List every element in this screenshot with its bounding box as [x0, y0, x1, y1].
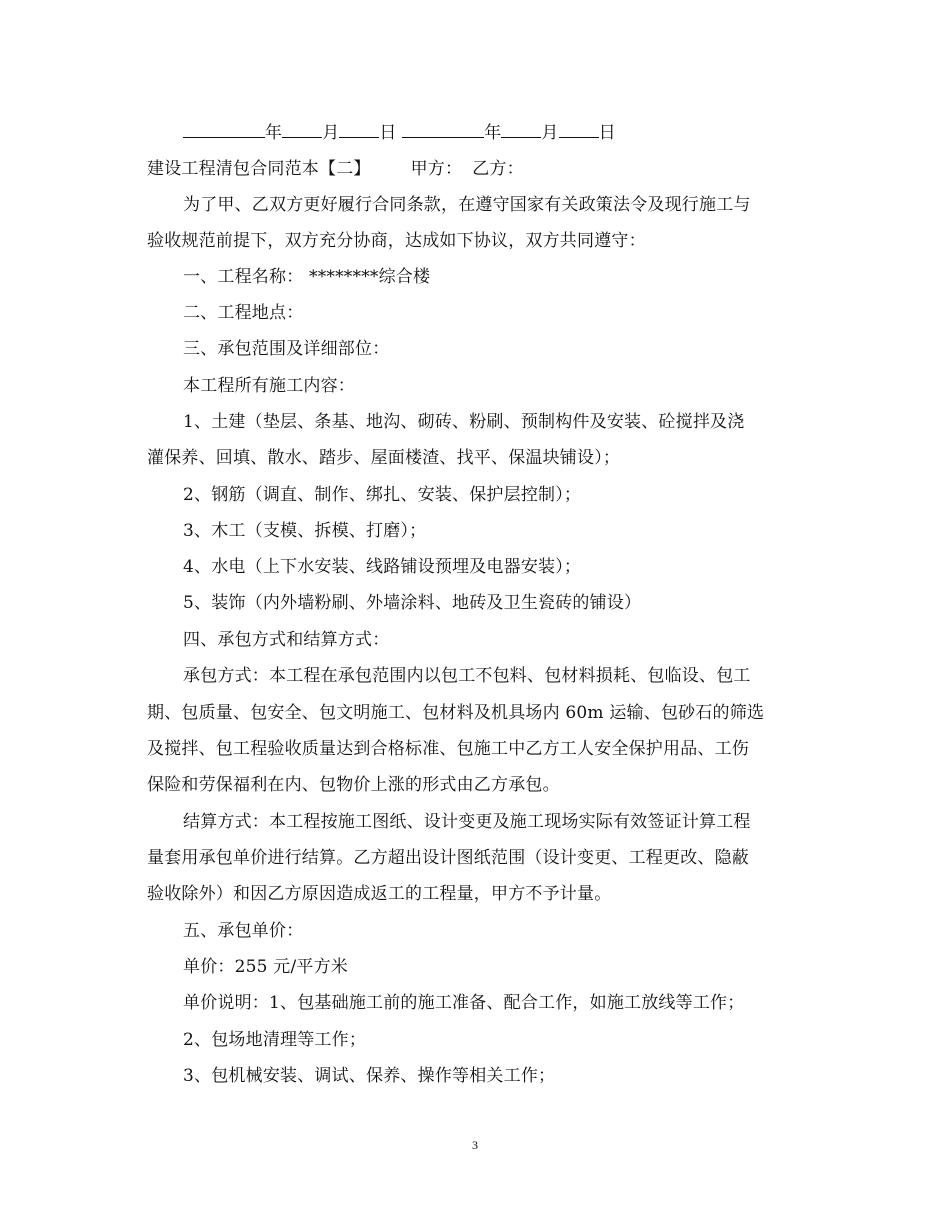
list-item: 1、土建（垫层、条基、地沟、砌砖、粉刷、预制构件及安装、砼搅拌及浇 — [183, 412, 745, 432]
date-blank — [501, 121, 541, 138]
paragraph-line: 为了甲、乙双方更好履行合同条款，在遵守国家有关政策法令及现行施工与 — [183, 195, 751, 215]
year-label: 年 — [484, 123, 502, 143]
year-label: 年 — [265, 123, 283, 143]
paragraph-line: 及搅拌、包工程验收质量达到合格标准、包施工中乙方工人安全保护用品、工伤 — [147, 739, 749, 759]
heading-line — [147, 158, 827, 180]
document-title: 建设工程清包合同范本【二】 — [147, 159, 371, 179]
date-blank — [183, 121, 265, 138]
paragraph-line: 承包方式：本工程在承包范围内以包工不包料、包材料损耗、包临设、包工 — [183, 666, 751, 686]
section-heading: 五、承包单价： — [183, 921, 304, 941]
list-item: 2、钢筋（调直、制作、绑扎、安装、保护层控制）； — [183, 485, 582, 505]
date-blank — [402, 121, 484, 138]
list-item: 3、木工（支模、拆模、打磨）； — [183, 521, 427, 541]
section-heading: 一、工程名称： ********综合楼 — [183, 267, 431, 287]
paragraph-line: 本工程所有施工内容： — [183, 376, 355, 396]
date-blank — [282, 121, 322, 138]
party-b-label: 乙方： — [472, 159, 524, 179]
date-blank — [339, 121, 379, 138]
paragraph-line: 2、包场地清理等工作； — [183, 1030, 367, 1050]
party-a-label: 甲方： — [410, 159, 463, 179]
paragraph-line: 3、包机械安装、调试、保养、操作等相关工作； — [183, 1066, 556, 1086]
list-item: 5、装饰（内外墙粉刷、外墙涂料、地砖及卫生瓷砖的铺设） — [183, 593, 642, 613]
date-line — [183, 121, 863, 144]
month-label: 月 — [541, 123, 559, 143]
paragraph-line: 期、包质量、包安全、包文明施工、包材料及机具场内 60m 运输、包砂石的筛选 — [147, 703, 765, 723]
date-blank — [559, 121, 599, 138]
day-label: 日 — [379, 123, 397, 143]
section-heading: 三、承包范围及详细部位： — [183, 339, 390, 359]
list-item: 4、水电（上下水安装、线路铺设预埋及电器安装）； — [183, 557, 582, 577]
month-label: 月 — [322, 123, 340, 143]
day-label: 日 — [598, 123, 616, 143]
paragraph-line: 单价：255 元/平方米 — [183, 957, 348, 977]
paragraph-line: 保险和劳保福利在内、包物价上涨的形式由乙方承包。 — [147, 775, 560, 795]
paragraph-line: 单价说明：1、包基础施工前的施工准备、配合工作，如施工放线等工作； — [183, 993, 745, 1013]
list-item-continuation: 灌保养、回填、散水、踏步、屋面楼渣、找平、保温块铺设）； — [147, 448, 621, 468]
paragraph-line: 结算方式：本工程按施工图纸、设计变更及施工现场实际有效签证计算工程 — [183, 812, 751, 832]
section-heading: 二、工程地点： — [183, 303, 304, 323]
paragraph-line: 验收规范前提下，双方充分协商，达成如下协议，双方共同遵守： — [147, 231, 646, 251]
paragraph-line: 验收除外）和因乙方原因造成返工的工程量，甲方不予计量。 — [147, 884, 612, 904]
page-number: 3 — [472, 1138, 478, 1152]
paragraph-line: 量套用承包单价进行结算。乙方超出设计图纸范围（设计变更、工程更改、隐蔽 — [147, 848, 749, 868]
section-heading: 四、承包方式和结算方式： — [183, 630, 390, 650]
